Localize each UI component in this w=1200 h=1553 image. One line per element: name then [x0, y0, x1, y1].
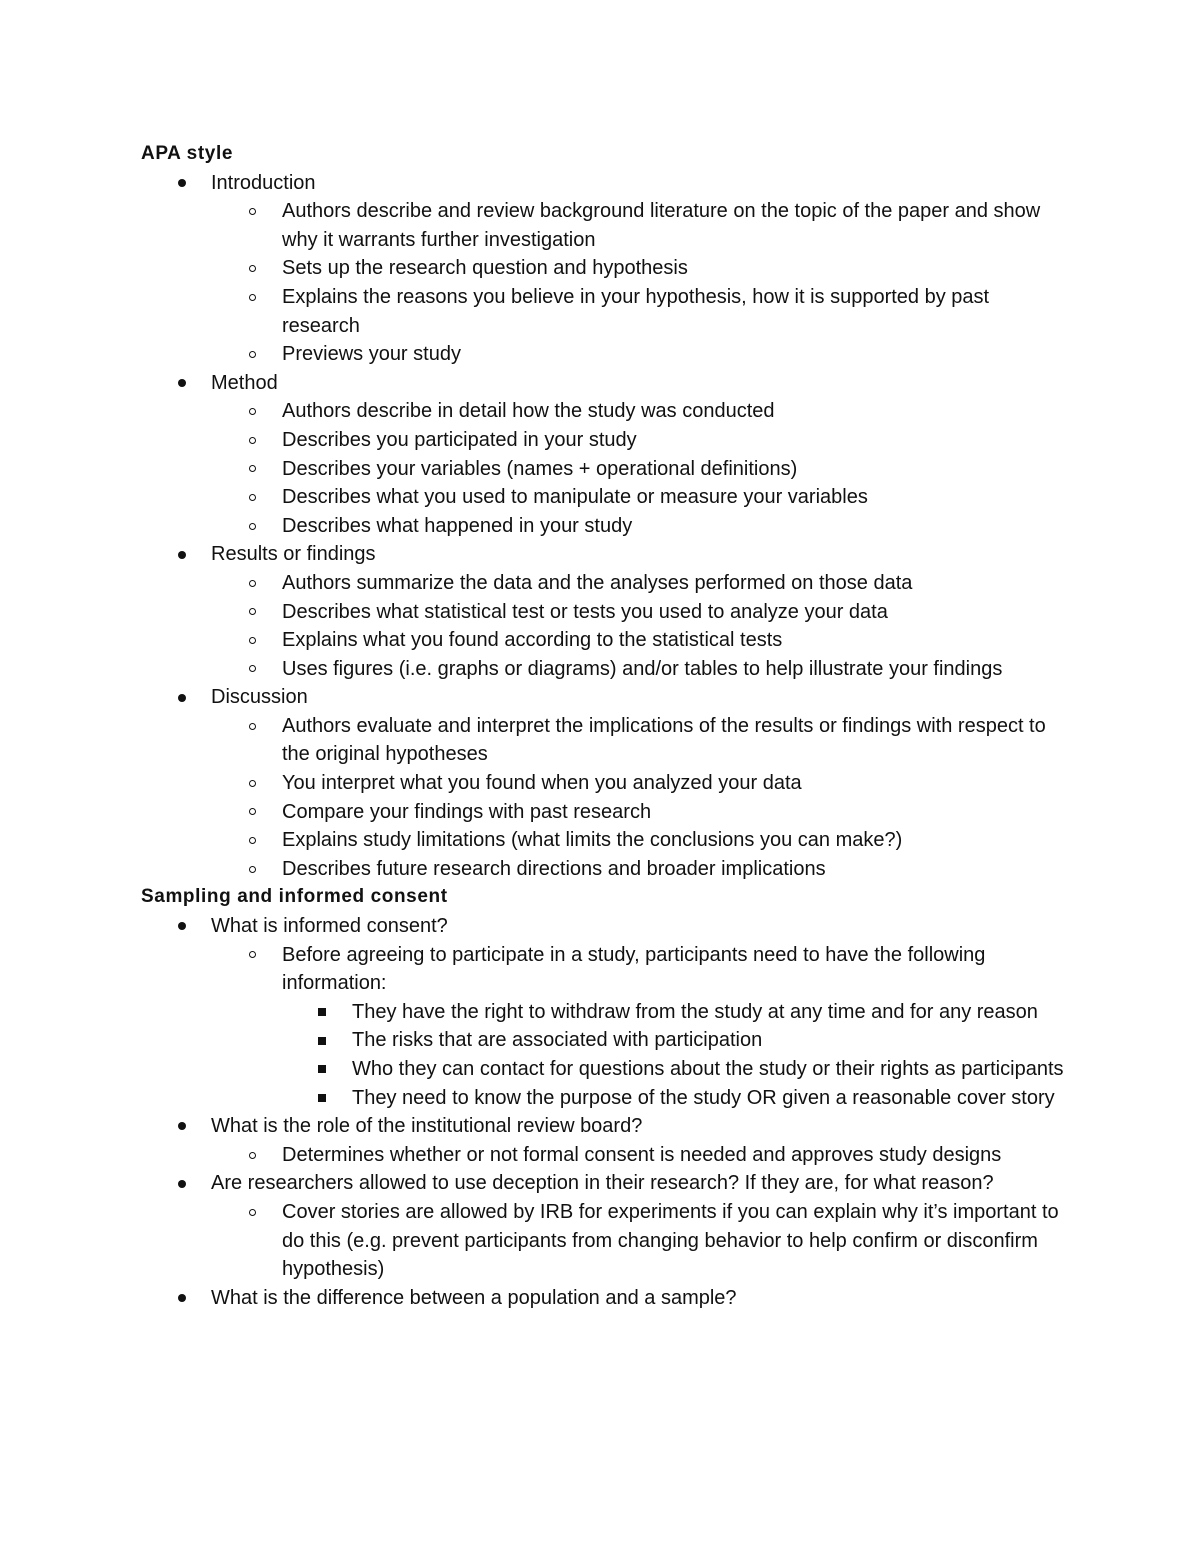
list-item-text: The risks that are associated with participation	[352, 1029, 763, 1052]
section-heading: Sampling and informed consent	[141, 886, 448, 908]
list-item	[141, 855, 1071, 884]
bullet-icon	[242, 483, 262, 512]
list-item	[141, 340, 1071, 369]
bullet-icon	[312, 1084, 332, 1113]
bullet-icon	[172, 540, 192, 569]
list-item-text: Describes you participated in your study	[282, 428, 637, 451]
list-item	[141, 254, 1071, 283]
list-item	[141, 1026, 1071, 1055]
bullet-icon	[172, 1112, 192, 1141]
list-item-text: Explains what you found according to the statistical tests	[282, 629, 783, 652]
bullet-icon	[242, 826, 262, 855]
list-item	[141, 941, 1071, 998]
bullet-icon	[242, 1141, 262, 1170]
list-item-text: They need to know the purpose of the study OR given a reasonable cover story	[352, 1086, 1055, 1109]
list-item-text: Authors describe and review background literature on the topic of the paper and show why it warrants further investigation	[282, 200, 1041, 251]
list-item	[141, 283, 1071, 340]
list-item	[141, 169, 1071, 198]
bullet-icon	[242, 598, 262, 627]
list-item	[141, 1141, 1071, 1170]
list-item-text: Describes your variables (names + operational definitions)	[282, 457, 798, 480]
list-item	[141, 455, 1071, 484]
list-item-text: Determines whether or not formal consent is needed and approves study designs	[282, 1143, 1002, 1166]
list-item-text: Explains study limitations (what limits the conclusions you can make?)	[282, 829, 903, 852]
list-item	[141, 826, 1071, 855]
list-item	[141, 912, 1071, 941]
list-item-text: Discussion	[211, 686, 308, 709]
bullet-icon	[242, 655, 262, 684]
list-item-text: Uses figures (i.e. graphs or diagrams) and/or tables to help illustrate your findings	[282, 657, 1003, 680]
list-item	[141, 998, 1071, 1027]
list-item	[141, 1084, 1071, 1113]
list-item-text: Describes what you used to manipulate or measure your variables	[282, 486, 868, 509]
list-item-text: Explains the reasons you believe in your hypothesis, how it is supported by past research	[282, 285, 990, 337]
list-item-text: What is the role of the institutional review board?	[211, 1115, 643, 1138]
bullet-icon	[242, 197, 262, 226]
list-item-text: Before agreeing to participate in a study, participants need to have the following information:	[282, 943, 986, 995]
list-item	[141, 683, 1071, 712]
bullet-icon	[242, 283, 262, 312]
bullet-icon	[242, 626, 262, 655]
list-item	[141, 769, 1071, 798]
list-item	[141, 655, 1071, 684]
list-item	[141, 798, 1071, 827]
list-item	[141, 540, 1071, 569]
bullet-icon	[242, 798, 262, 827]
bullet-icon	[172, 1169, 192, 1198]
list-item	[141, 1169, 1071, 1198]
bullet-icon	[242, 941, 262, 970]
list-item	[141, 569, 1071, 598]
list-item-text: Compare your findings with past research	[282, 800, 652, 823]
list-item-text: Describes future research directions and broader implications	[282, 857, 826, 880]
list-item	[141, 598, 1071, 627]
list-item	[141, 1112, 1071, 1141]
bullet-icon	[242, 397, 262, 426]
document-content	[141, 140, 1071, 1312]
bullet-icon	[242, 569, 262, 598]
bullet-icon	[242, 769, 262, 798]
bullet-icon	[312, 998, 332, 1027]
list-item	[141, 369, 1071, 398]
list-item-text: Introduction	[211, 171, 316, 194]
list-item-text: Authors evaluate and interpret the implications of the results or findings with respect to the original hypotheses	[282, 714, 1046, 766]
list-item-text: Are researchers allowed to use deception in their research? If they are, for what reason?	[211, 1172, 994, 1195]
list-item-text: What is the difference between a population and a sample?	[211, 1286, 737, 1309]
list-item	[141, 197, 1071, 254]
list-item	[141, 483, 1071, 512]
bullet-icon	[242, 1198, 262, 1227]
bullet-icon	[172, 369, 192, 398]
list-item-text: Authors summarize the data and the analyses performed on those data	[282, 571, 913, 594]
list-item	[141, 626, 1071, 655]
list-item-text: What is informed consent?	[211, 915, 448, 938]
list-item	[141, 426, 1071, 455]
list-item-text: Results or findings	[211, 543, 376, 566]
bullet-icon	[242, 340, 262, 369]
section-heading: APA style	[141, 143, 233, 164]
bullet-icon	[242, 512, 262, 541]
bullet-icon	[172, 683, 192, 712]
list-item-text: You interpret what you found when you analyzed your data	[282, 772, 802, 795]
list-item-text: Method	[211, 371, 278, 394]
bullet-icon	[242, 712, 262, 741]
bullet-icon	[242, 455, 262, 484]
list-item-text: Describes what statistical test or tests you used to analyze your data	[282, 600, 888, 623]
bullet-icon	[172, 169, 192, 198]
bullet-icon	[242, 254, 262, 283]
list-item	[141, 1055, 1071, 1084]
list-item-text: Authors describe in detail how the study was conducted	[282, 400, 775, 423]
bullet-icon	[312, 1055, 332, 1084]
bullet-icon	[242, 855, 262, 884]
bullet-icon	[242, 426, 262, 455]
list-item	[141, 712, 1071, 769]
list-item	[141, 512, 1071, 541]
bullet-icon	[172, 912, 192, 941]
list-item	[141, 397, 1071, 426]
list-item-text: Previews your study	[282, 343, 461, 366]
list-item-text: They have the right to withdraw from the study at any time and for any reason	[352, 1000, 1038, 1023]
list-item-text: Cover stories are allowed by IRB for experiments if you can explain why it’s important to do this (e.g. prevent participants from changing behavior to help confirm or disconfirm hypothesis)	[282, 1200, 1059, 1281]
bullet-icon	[312, 1026, 332, 1055]
list-item-text: Sets up the research question and hypothesis	[282, 257, 688, 280]
list-item-text: Who they can contact for questions about the study or their rights as participants	[352, 1058, 1064, 1080]
list-item-text: Describes what happened in your study	[282, 514, 633, 537]
list-item	[141, 1284, 1071, 1313]
bullet-icon	[172, 1284, 192, 1313]
list-item	[141, 1198, 1071, 1284]
